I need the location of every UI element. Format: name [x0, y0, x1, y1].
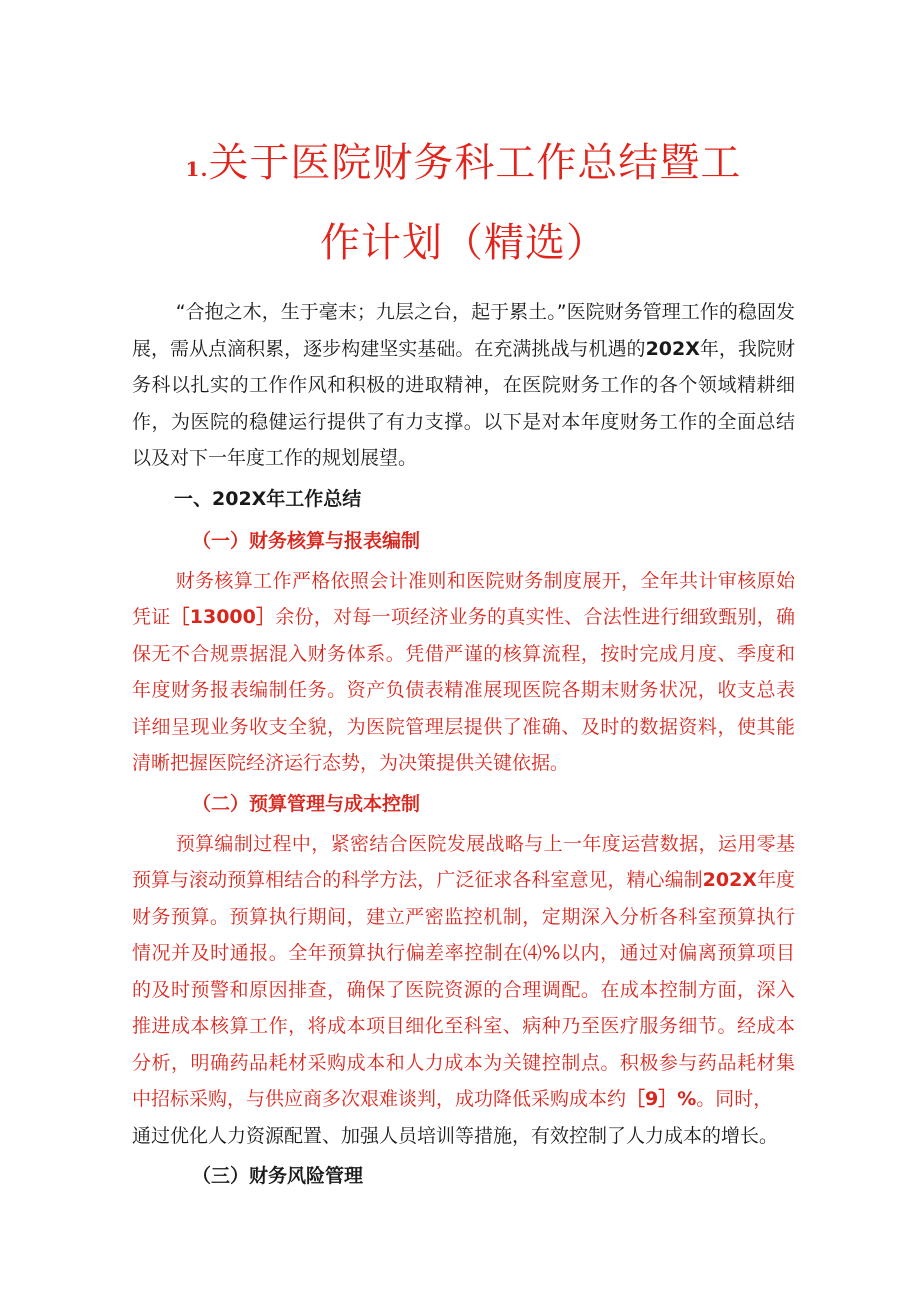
intro-text-2: 年，我院财务科以扎实的工作作风和积极的进取精神，在医院财务工作的各个领域精耕细作，为医院的稳健运行提供了有力支撑。以下是对本年度财务工作的全面总结以及对下一年度工作的规划展望。 [132, 337, 795, 469]
title-text-1: 关于医院财务科工作总结暨工 [208, 140, 742, 186]
intro-year: 202X [645, 337, 700, 360]
sub1-text-2: 余份，对每一项经济业务的真实性、合法性进行细致甄别，确保无不合规票据混入财务体系。凭借严谨的核算流程，按时完成月度、季度和年度财务报表编制任务。资产负债表精准展现医院各期末财务状况，收支总表详细呈现业务收支全貌，为医院管理层提供了准确、及时的数据资料，使其能清晰把握医院经济运行态势，为决策提供关键依据。 [132, 606, 795, 774]
title-line-2: 作计划（精选） [320, 220, 607, 266]
sub2-year: 202X [702, 869, 757, 891]
title-number: 1. [185, 157, 209, 181]
section-heading-1: 一、202X年工作总结 [174, 487, 362, 510]
sub2-text-3: 。同时， [696, 1088, 773, 1110]
sub2-text-1: 预算编制过程中，紧密结合医院发展战略与上一年度运营数据，运用零基预算与滚动预算相结合的科学方法，广泛征求各科室意见，精心编制 [132, 832, 795, 891]
subsection-heading-2: （二）预算管理与成本控制 [192, 792, 421, 815]
sub2-rate: ［9］% [626, 1088, 697, 1110]
subsection-2-paragraph [132, 826, 795, 1118]
intro-paragraph [132, 294, 795, 477]
document-title [132, 126, 795, 280]
title-line-1 [132, 126, 795, 206]
sub1-text-1: 财务核算工作严格依照会计准则和医院财务制度展开，全年共计审核原始凭证 [132, 569, 795, 628]
intro-text-1: “合抱之木，生于毫末；九层之台，起于累土。”医院财务管理工作的稳固发展，需从点滴积累，逐步构建坚实基础。在充满挑战与机遇的 [132, 301, 795, 360]
sub1-count: ［13000］ [170, 606, 276, 628]
subsection-1-paragraph [132, 563, 795, 782]
sub2-text-2: 年度财务预算。预算执行期间，建立严密监控机制，定期深入分析各科室预算执行情况并及时通报。全年预算执行偏差率控制在⑷%以内，通过对偏离预算项目的及时预警和原因排查，确保了医院资源的合理调配。在成本控制方面，深入推进成本核算工作，将成本项目细化至科室、病种乃至医疗服务细节。经成本分析，明确药品耗材采购成本和人力成本为关键控制点。积极参与药品耗材集中招标采购，与供应商多次艰难谈判，成功降低采购成本约 [132, 869, 795, 1110]
subsection-2-continuation: 通过优化人力资源配置、加强人员培训等措施，有效控制了人力成本的增长。 [132, 1124, 779, 1147]
subsection-heading-1: （一）财务核算与报表编制 [192, 529, 421, 552]
subsection-heading-3: （三）财务风险管理 [192, 1165, 364, 1187]
